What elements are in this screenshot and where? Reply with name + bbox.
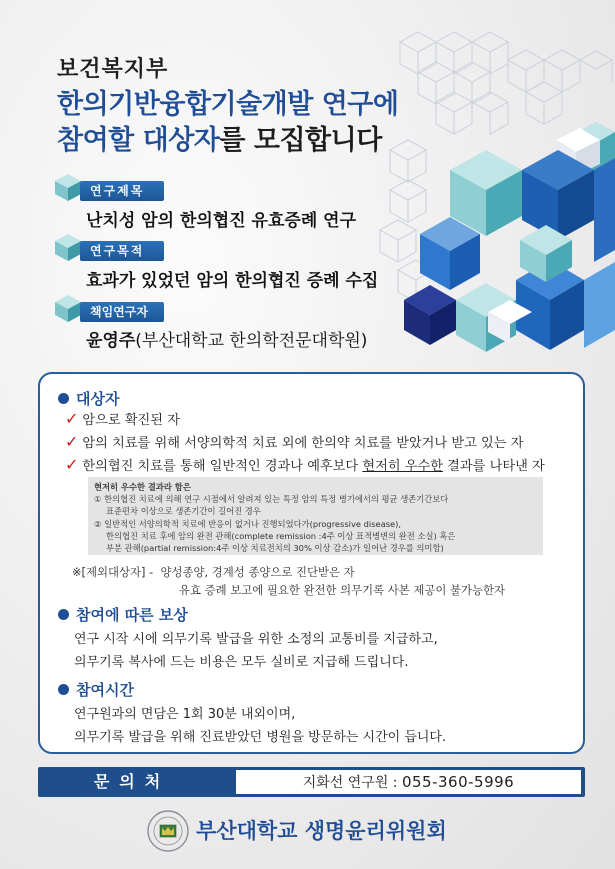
note-line: ② 일반적인 서양의학적 치료에 반응이 없거나 진행되었다가(progressive disease), [94,518,402,529]
note-line: 한의협진 치료 후에 암의 완전 관해(complete remission :4주 이상 표적병변의 완전 소실) 혹은 [106,530,456,541]
criteria-item [65,455,545,474]
contact-bar [38,767,585,797]
headline-line-2 [57,118,382,157]
criteria-text: 암으로 확진된 자 [82,413,180,428]
subjects-heading-text: 대상자 [76,390,120,408]
compensation-line-1: 연구 시작 시에 의무기록 발급을 위한 소정의 교통비를 지급하고, [74,632,438,647]
criteria-item [65,432,523,451]
time-heading-text: 참여시간 [76,681,134,699]
note-title: 현저히 우수한 결과라 함은 [94,482,191,492]
note-line: ① 한의협진 치료에 의해 연구 시점에서 알려져 있는 특정 암의 특정 병기에서의 평균 생존기간보다 [94,494,449,505]
principal-investigator-value [86,326,367,351]
cube-bullet-icon [53,293,83,323]
contact-person: 지화선 연구원 : [302,775,402,791]
compensation-heading [58,604,188,625]
bullet-dot-icon [58,684,69,695]
note-line: 부분 관해(partial remission:4주 이상 치료전치의 30% 이상 감소)가 일어난 경우를 의미함) [106,543,444,554]
exclusion-line-2: 유효 증례 보고에 필요한 완전한 의무기록 사본 제공이 불가능한자 [179,583,506,597]
headline-line-1: 한의기반융합기술개발 연구에 [57,89,399,120]
checkmark-icon: ✓ [65,432,79,451]
criteria-text-underlined: 현저히 우수한 [362,459,443,474]
checkmark-icon: ✓ [65,409,79,428]
headline-tail: 를 모집합니다 [219,125,382,156]
time-line-1: 연구원과의 면담은 1회 30분 내외이며, [74,707,296,722]
bullet-dot-icon [58,609,69,620]
ministry-name: 보건복지부 [57,57,169,82]
exclusion-label: ※[제외대상자] - [72,565,154,579]
criteria-item [65,409,180,428]
research-title-value: 난치성 암의 한의협진 유효증례 연구 [86,211,357,231]
investigator-name: 윤영주 [86,331,136,351]
headline-highlight: 참여할 대상자 [57,125,220,156]
cube-bullet-icon [53,172,83,202]
time-line-2: 의무기록 발급을 위해 진료받았던 병원을 방문하는 시간이 듭니다. [74,730,447,745]
contact-info [236,770,581,794]
research-purpose-label: 연구목적 [80,241,164,261]
time-heading [58,679,134,700]
checkmark-icon: ✓ [65,455,79,474]
principal-investigator-label: 책임연구자 [80,302,164,322]
exclusion-text: 양성종양, 경계성 종양으로 진단받은 자 [160,565,355,579]
criteria-text-pre: 한의협진 치료를 통해 일반적인 경과나 예후보다 [82,459,363,474]
research-title-label: 연구제목 [80,181,164,201]
research-purpose-value: 효과가 있었던 암의 한의협진 증례 수집 [86,271,379,291]
ethics-committee-name: 부산대학교 생명윤리위원회 [196,819,447,843]
contact-label: 문의처 [93,772,171,791]
compensation-line-2: 의무기록 복사에 드는 비용은 모두 실비로 지급해 드립니다. [74,655,409,670]
exclusion-line-1 [72,564,355,580]
contact-phone[interactable]: 055-360-5996 [401,773,515,791]
cube-bullet-icon [53,232,83,262]
investigator-affiliation: (부산대학교 한의학전문대학원) [135,331,368,351]
note-line: 표준편차 이상으로 생존기간이 길어진 경우 [106,506,261,517]
bullet-dot-icon [58,393,69,404]
criteria-text-post: 결과를 나타낸 자 [442,459,545,474]
compensation-heading-text: 참여에 따른 보상 [76,606,188,624]
university-seal-logo [146,809,190,853]
recruitment-details-panel [38,372,585,754]
definition-note-box [88,477,543,555]
criteria-text: 암의 치료를 위해 서양의학적 치료 외에 한의약 치료를 받았거나 받고 있는 자 [82,436,524,451]
subjects-heading [58,388,119,409]
